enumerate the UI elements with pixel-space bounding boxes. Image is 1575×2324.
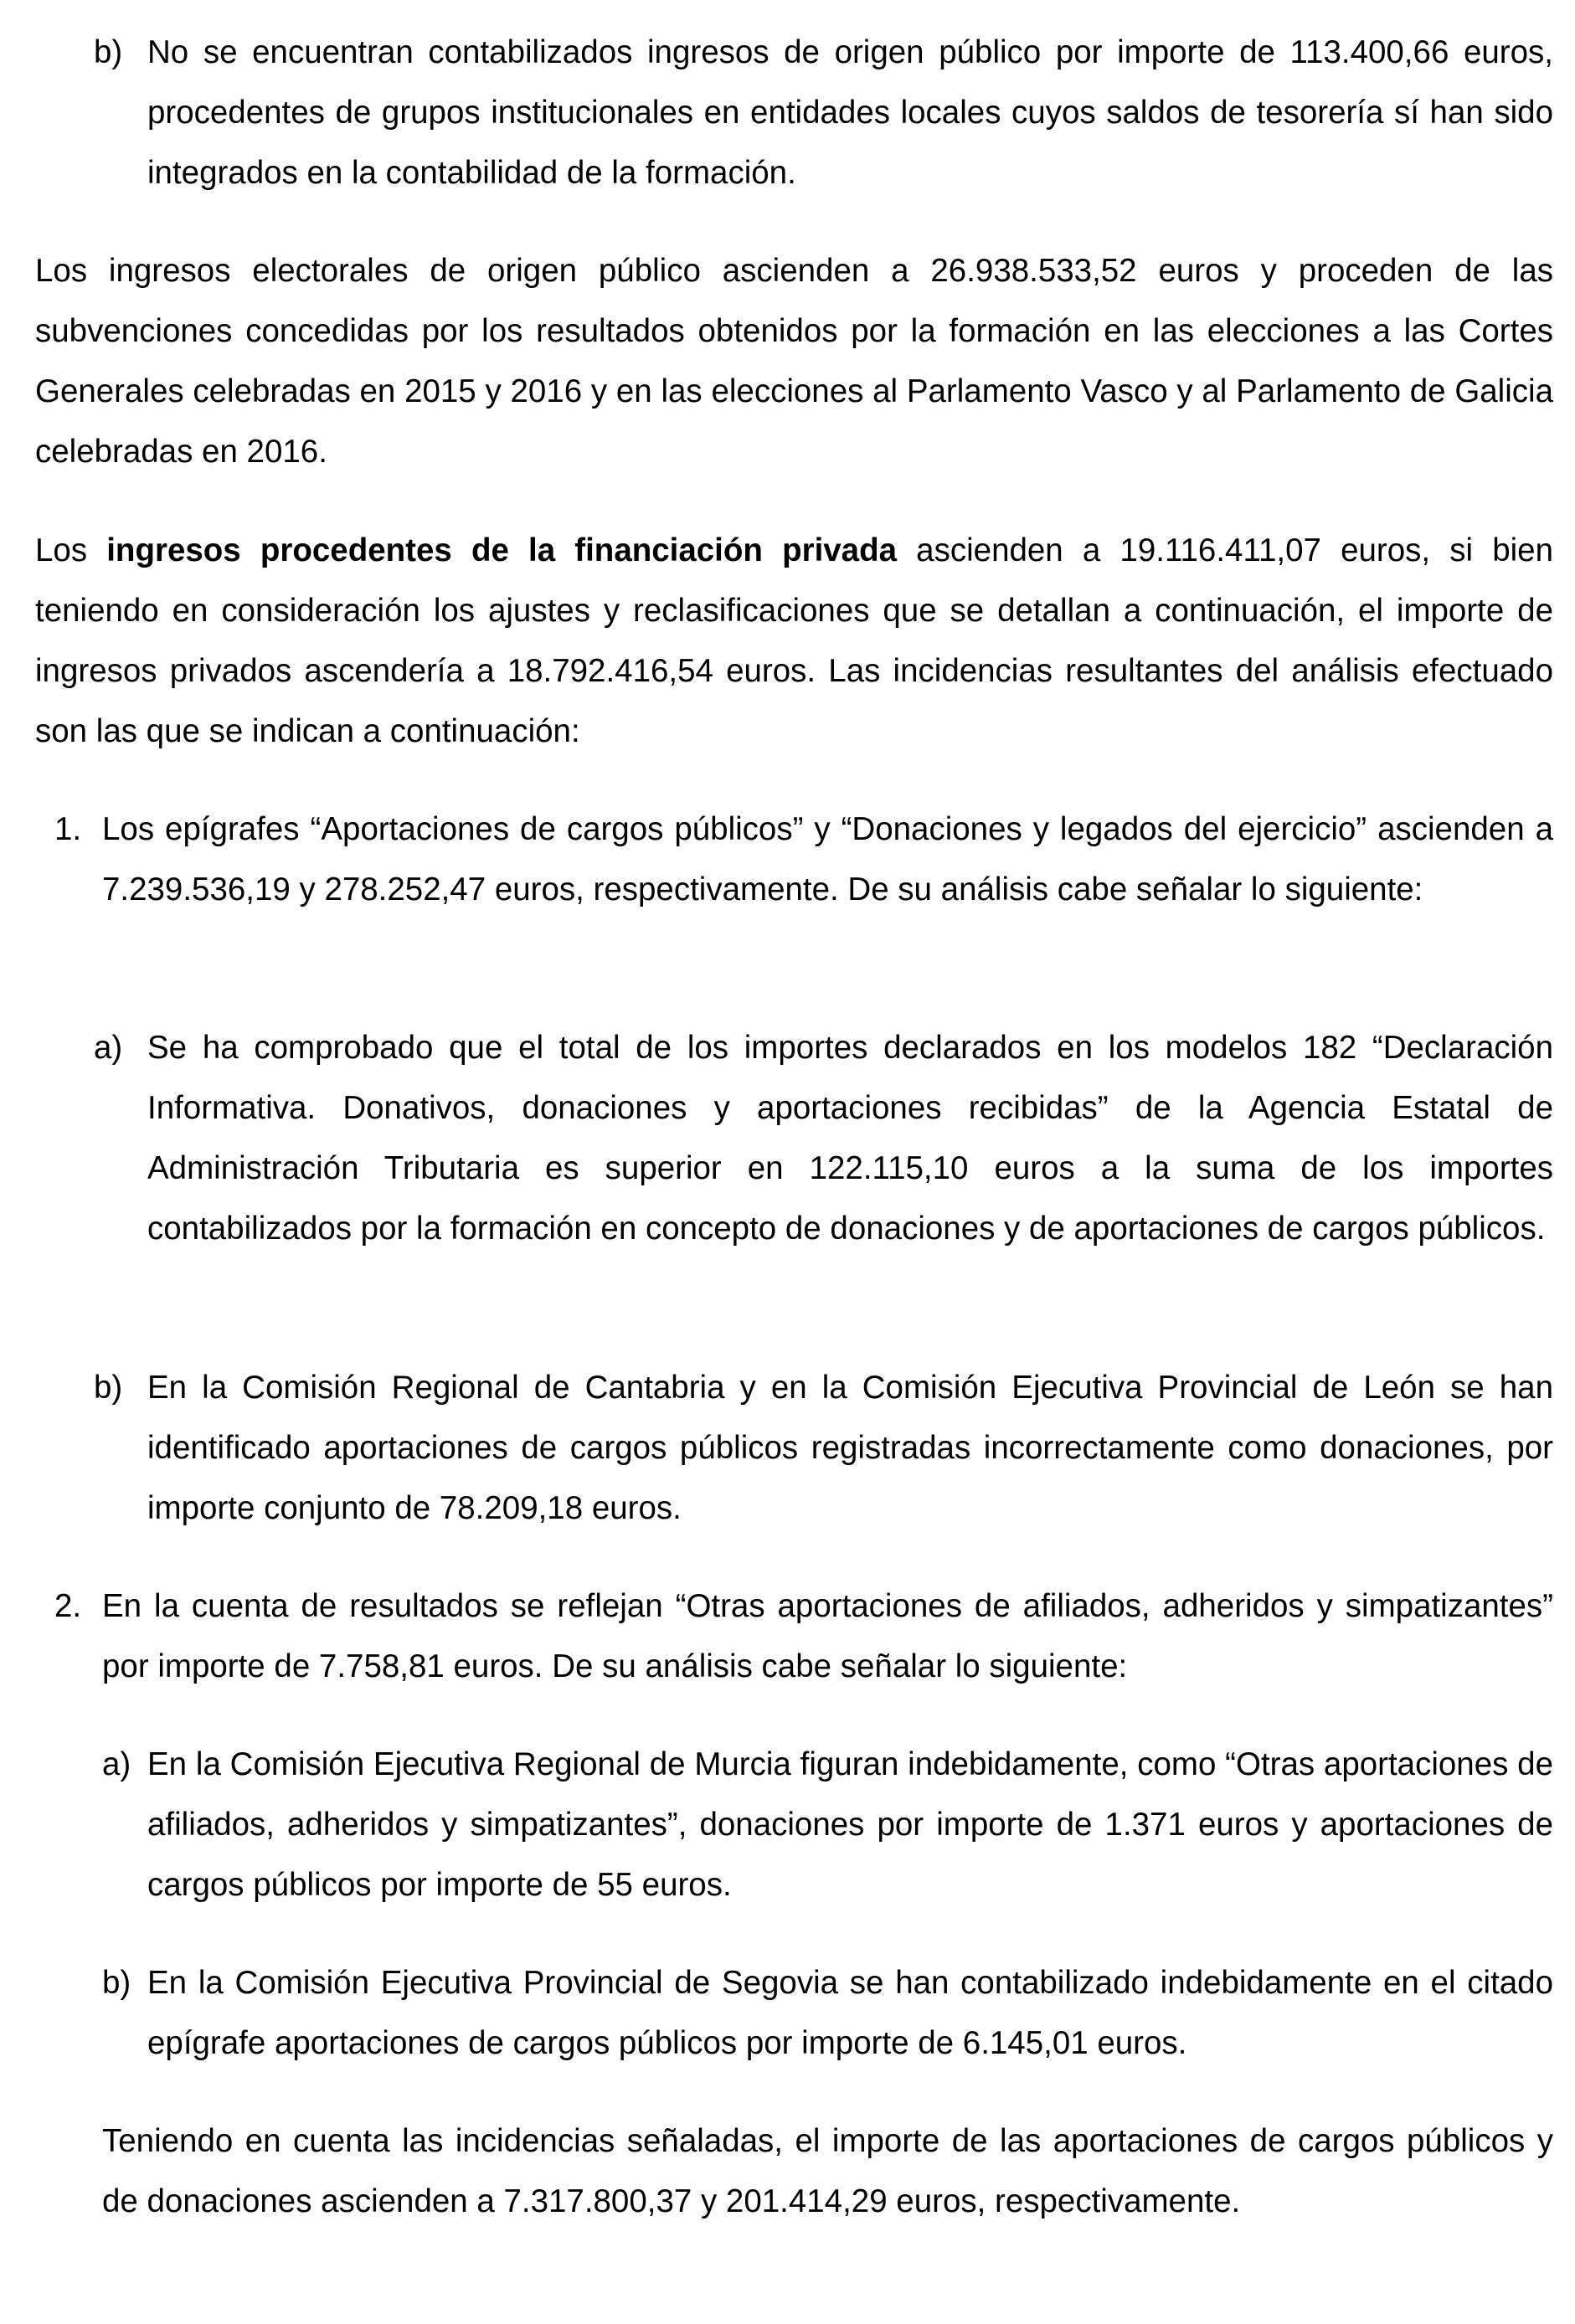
list-marker-2b: b) [102,1965,131,2001]
list-item-2: En la cuenta de resultados se reflejan “Otras aportaciones de afiliados, adheridos y simpatizantes” por importe de 7.758,81 euros. De su análisis cabe señalar lo siguiente: [102,1588,1553,1684]
list-marker-b-top: b) [94,34,123,70]
list-item-2b: En la Comisión Ejecutiva Provincial de Segovia se han contabilizado indebidamente en el citado epígrafe aportaciones de cargos públicos por importe de 6.145,01 euros. [147,1965,1553,2061]
list-item-1a: Se ha comprobado que el total de los importes declarados en los modelos 182 “Declaración Informativa. Donativos, donaciones y aportaciones recibidas” de la Agencia Estatal de Administración Tributaria es superior en 122.115,10 euros a la suma de los importes contabilizados por la formación en concepto de donaciones y de aportaciones de cargos públicos. [147,1030,1553,1247]
list-item-1: Los epígrafes “Aportaciones de cargos públicos” y “Donaciones y legados del ejercicio” ascienden a 7.239.536,19 y 278.252,47 euros, respectivamente. De su análisis cabe señalar lo siguiente: [102,811,1553,907]
list-marker-1b: b) [94,1370,123,1406]
list-marker-2a: a) [102,1746,131,1782]
list-marker-1: 1. [54,811,82,847]
private-income-post: ascienden a 19.116.411,07 euros, si bien teniendo en consideración los ajustes y reclasificaciones que se detallan a continuación, el importe de ingresos privados ascendería a 18.792.416,54 euros. Las incidencias resultantes del análisis efectuado son las que se indican a continuación: [35,532,1553,749]
list-marker-2: 2. [54,1588,82,1624]
paragraph-public-income: Los ingresos electorales de origen público ascienden a 26.938.533,52 euros y proceden de las subvenciones concedidas por los resultados obtenidos por la formación en las elecciones a las Cortes Generales celebradas en 2015 y 2016 y en las elecciones al Parlamento Vasco y al Parlamento de Galicia celebradas en 2016. [35,253,1553,470]
private-income-bold: ingresos procedentes de la financiación privada [106,532,898,568]
list-item-1b: En la Comisión Regional de Cantabria y en la Comisión Ejecutiva Provincial de León se han identificado aportaciones de cargos públicos registradas incorrectamente como donaciones, por importe conjunto de 78.209,18 euros. [147,1370,1553,1526]
list-marker-1a: a) [94,1030,123,1066]
private-income-pre: Los [35,532,107,568]
paragraph-conclusion: Teniendo en cuenta las incidencias señaladas, el importe de las aportaciones de cargos públicos y de donaciones ascienden a 7.317.800,37 y 201.414,29 euros, respectivamente. [102,2123,1553,2219]
list-item-2a: En la Comisión Ejecutiva Regional de Murcia figuran indebidamente, como “Otras aportaciones de afiliados, adheridos y simpatizantes”, donaciones por importe de 1.371 euros y aportaciones de cargos públicos por importe de 55 euros. [147,1746,1553,1903]
paragraph-private-income [35,521,1553,762]
paragraph-b-top: No se encuentran contabilizados ingresos de origen público por importe de 113.400,66 euros, procedentes de grupos institucionales en entidades locales cuyos saldos de tesorería sí han sido integrados en la contabilidad de la formación. [147,34,1553,191]
